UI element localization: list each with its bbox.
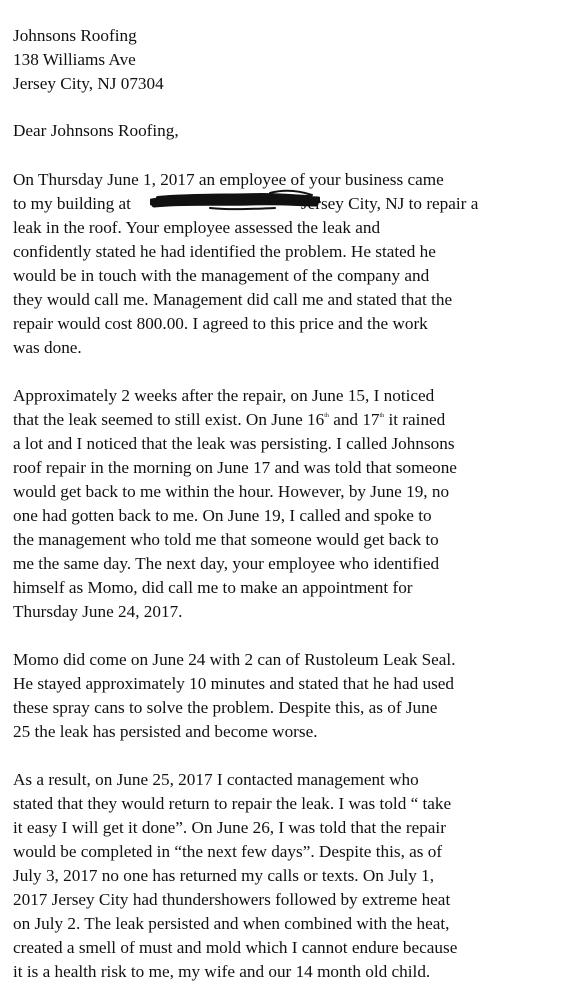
p2-line-8: me the same day. The next day, your employee who identified [13, 554, 440, 573]
salutation: Dear Johnsons Roofing, [13, 121, 179, 140]
p1-line-7: repair would cost 800.00. I agreed to this price and the work [13, 314, 428, 333]
p4-line-1: As a result, on June 25, 2017 I contacted management who [13, 770, 419, 789]
p3-line-3: these spray cans to solve the problem. Despite this, as of June [13, 698, 438, 717]
p3-line-2: He stayed approximately 10 minutes and stated that he had used [13, 674, 455, 693]
p1-line-2-start: to my building at [13, 194, 131, 213]
p4-line-7: on July 2. The leak persisted and when combined with the heat, [13, 914, 450, 933]
p4-line-5: July 3, 2017 no one has returned my calls or texts. On July 1, [13, 866, 435, 885]
p1-line-4: confidently stated he had identified the problem. He stated he [13, 242, 436, 261]
p2-line-2 [13, 408, 445, 432]
p4-line-4: would be completed in “the next few days”. Despite this, as of [13, 842, 443, 861]
p2-line-6: one had gotten back to me. On June 19, I called and spoke to [13, 506, 432, 525]
p2-line-1: Approximately 2 weeks after the repair, on June 15, I noticed [13, 386, 435, 405]
p4-line-9: it is a health risk to me, my wife and our 14 month old child. [13, 962, 431, 981]
p3-line-1: Momo did come on June 24 with 2 can of Rustoleum Leak Seal. [13, 650, 456, 669]
p4-line-6: 2017 Jersey City had thundershowers followed by extreme heat [13, 890, 451, 909]
p1-line-5: would be in touch with the management of the company and [13, 266, 430, 285]
p1-line-3: leak in the roof. Your employee assessed the leak and [13, 218, 381, 237]
p2-sup-1: th [324, 413, 329, 419]
p3-line-4: 25 the leak has persisted and become worse. [13, 722, 318, 741]
sender-city: Jersey City, NJ 07304 [13, 74, 164, 93]
p2-sup-2: th [379, 413, 385, 419]
sender-street: 138 Williams Ave [13, 50, 136, 69]
p2-line-10: Thursday June 24, 2017. [13, 602, 183, 621]
p4-line-8: created a smell of must and mold which I cannot endure because [13, 938, 458, 957]
sender-name: Johnsons Roofing [13, 26, 137, 45]
p1-line-8: was done. [13, 338, 82, 357]
p1-line-2-end: Jersey City, NJ to repair a [300, 194, 479, 213]
redaction-scribble [150, 189, 320, 211]
p2-line-3: a lot and I noticed that the leak was persisting. I called Johnsons [13, 434, 455, 453]
p2-line-2-a: that the leak seemed to still exist. On June 16 [13, 410, 325, 429]
p2-line-4: roof repair in the morning on June 17 and was told that someone [13, 458, 457, 477]
p2-line-9: himself as Momo, did call me to make an appointment for [13, 578, 413, 597]
p4-line-3: it easy I will get it done”. On June 26, I was told that the repair [13, 818, 446, 837]
p1-line-1: On Thursday June 1, 2017 an employee of your business came [13, 170, 444, 189]
p2-line-5: would get back to me within the hour. However, by June 19, no [13, 482, 450, 501]
p2-line-2-b: and 17 [328, 410, 380, 429]
p4-line-2: stated that they would return to repair the leak. I was told “ take [13, 794, 452, 813]
p2-line-7: the management who told me that someone would get back to [13, 530, 439, 549]
p2-line-2-c: it rained [384, 410, 446, 429]
p1-line-6: they would call me. Management did call me and stated that the [13, 290, 453, 309]
